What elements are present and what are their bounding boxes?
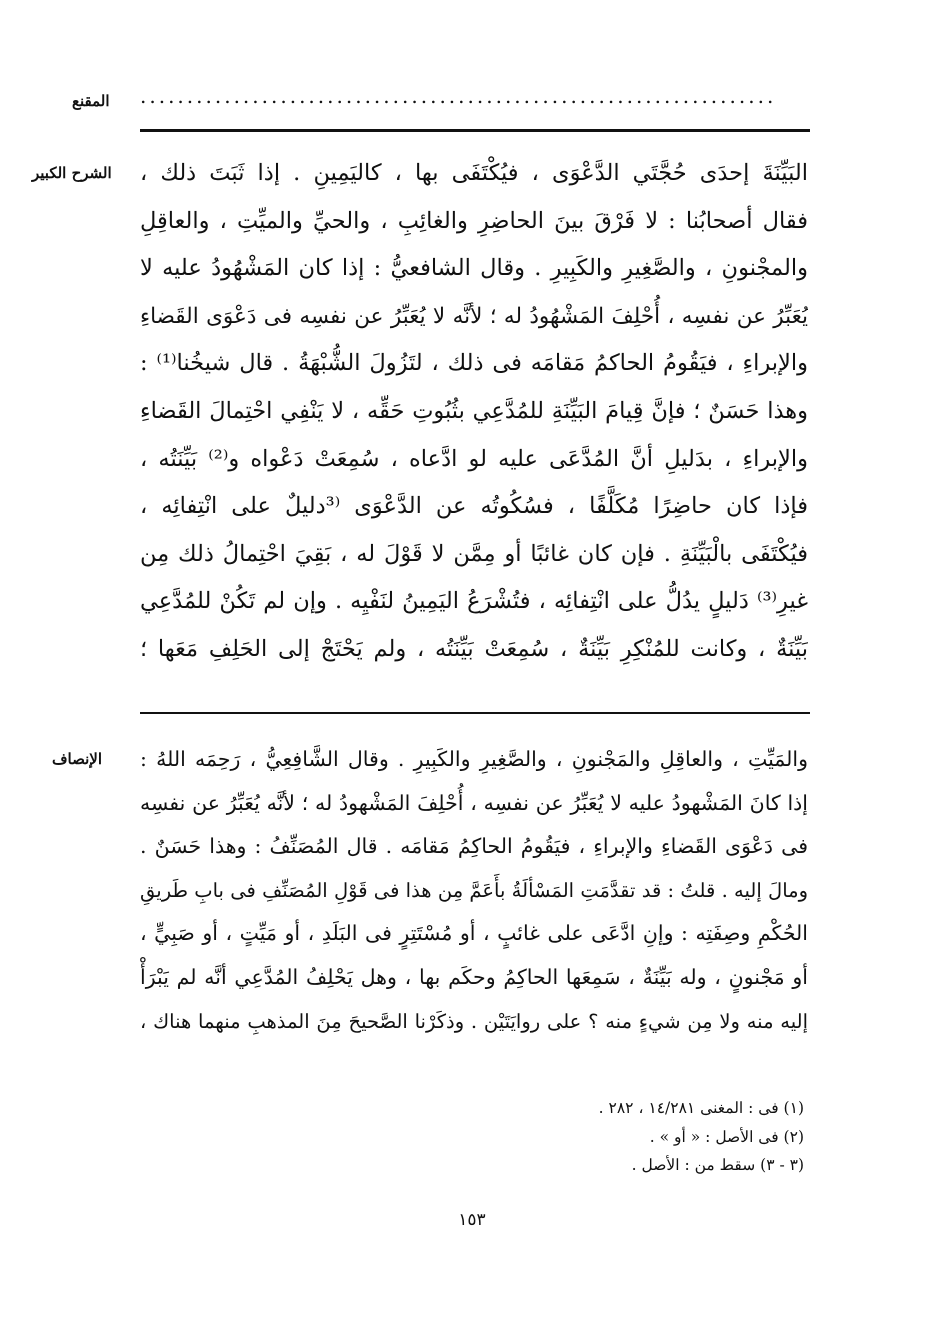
text-line: فإذا كان حاضِرًا مُكَلَّفًا ، فسُكُوتُه عن الدَّعْوَى ⁽³دليلٌ على انْتِفائِه ، (140, 493, 808, 520)
text-line: الحُكْمِ وصِفَتِه : وإنِ ادَّعَى على غائبٍ ، أو مُسْتَتِرٍ فى البَلَدِ ، أو مَيِّتٍ ، أو صَبِيٍّ ، (140, 921, 808, 946)
text-line: غيرِ⁽³⁾ دَليلٍ يدُلُّ على انْتِفائِه ، فتُشْرَعُ اليَمِينُ لنَفْيِه . وإن لم تَكُنْ للمُدَّعِي (140, 588, 808, 615)
text-line: البَيِّنَةَ إحدَى حُجَّتَي الدَّعْوَى ، فيُكْتَفَى بها ، كاليَمِينِ . إذا ثَبَتَ ذلك ، (140, 160, 808, 186)
footnotes (304, 1094, 804, 1180)
section-label-insaf: الإنصاف (52, 750, 103, 768)
text-line: بَيِّنَةٌ ، وكانت للمُنْكِرِ بَيِّنَةٌ ، سُمِعَتْ بَيِّنَتُه ، ولم يَحْتَجْ إلى الحَلِفِ مَعَها ؛ (140, 635, 808, 662)
text-line: إليه منه ولا مِن شيءٍ منه ؟ على روايَتَيْن . وذكَرْنا الصَّحيحَ مِنَ المذهبِ منهما هناك ، (140, 1009, 808, 1033)
text-line: فقال أصحابُنا : لا فَرْقَ بينَ الحاضِرِ والغائِبِ ، والحيِّ والميِّتِ ، والعاقِلِ (140, 207, 808, 234)
text-line: والإبراءِ ، فيَقُومُ الحاكمُ مَقامَه فى ذلك ، لتَزُولَ الشُّبْهَةُ . قال شيخُنا⁽¹⁾ : (140, 350, 808, 377)
footnote: (٢) فى الأصل : « أو » . (649, 1127, 804, 1146)
text-line: ومالَ إليه . قلتُ : قد تقدَّمَتِ المَسْألَةُ بأَعَمَّ مِن هذا فى قَوْلِ المُصَنِّفِ فى بابِ طَريقِ (140, 878, 808, 902)
text-line: والمجْنونِ ، والصَّغِيرِ والكَبِيرِ . وقال الشافعيُّ : إذا كان المَشْهُودُ عليه لا (140, 255, 808, 282)
header-rule (140, 129, 810, 132)
text-line: والإبراءِ ، بدَليلِ أنَّ المُدَّعَى عليه لو ادَّعاه ، سُمِعَتْ دَعْواه و⁽²⁾ بَيِّنَتُه ، (140, 445, 808, 472)
page-number: ١٥٣ (458, 1210, 486, 1230)
text-line: فيُكْتَفَى بالْبَيِّنَةِ . فإن كان غائبًا أو مِمَّن لا قَوْلَ له ، بَقِيَ احْتِمالُ ذلك مِن (140, 540, 808, 567)
text-line: فى دَعْوَى القَضاءِ والإبراءِ ، فيَقُومُ الحاكِمُ مَقامَه . قال المُصَنِّفُ : وهذا حَسَنٌ . (140, 834, 808, 859)
section-divider (140, 712, 810, 714)
insaf-text-block (140, 738, 808, 1043)
book-title: المقنع (72, 92, 110, 110)
sharh-text-block (140, 150, 808, 674)
header-dotted-leader: .................................................................... (140, 86, 777, 106)
footnote: (٣ - ٣) سقط من : الأصل . (631, 1156, 804, 1174)
text-line: يُعَبِّرُ عن نفسِه ، أُحْلِفَ المَشْهُودُ له ؛ لأنَّه لا يُعَبِّرُ عن نفسِه فى دَعْوَى القَضاءِ (140, 303, 808, 329)
text-line: وهذا حَسَنٌ ؛ فإنَّ قِيامَ البَيِّنَةِ للمُدَّعِي بثُبُوتِ حَقِّه ، لا يَنْفِي احْتِمالَ القَضاءِ (140, 397, 808, 424)
text-line: إذا كانَ المَشْهودُ عليه لا يُعَبِّرُ عن نفسِه ، أُحْلِفَ المَشْهودُ له ؛ لأنَّه يُعَبِّرُ عن نفسِه (140, 790, 808, 815)
section-label-sharh: الشرح الكبير (32, 164, 112, 182)
footnote: (١) فى : المغنى ١٤/٢٨١ ، ٢٨٢ . (598, 1099, 804, 1117)
text-line: أو مَجْنونٍ ، وله بَيِّنَةٌ ، سَمِعَها الحاكِمُ وحكَم بها ، وهل يَحْلِفُ المُدَّعِي أنَّه لم يَبْرَأْ (140, 964, 808, 989)
text-line: والمَيِّتِ ، والعاقِلِ والمَجْنونِ ، والصَّغِيرِ والكَبِيرِ . وقال الشَّافِعِيُّ ، رَحِمَه اللهُ : (140, 747, 808, 771)
